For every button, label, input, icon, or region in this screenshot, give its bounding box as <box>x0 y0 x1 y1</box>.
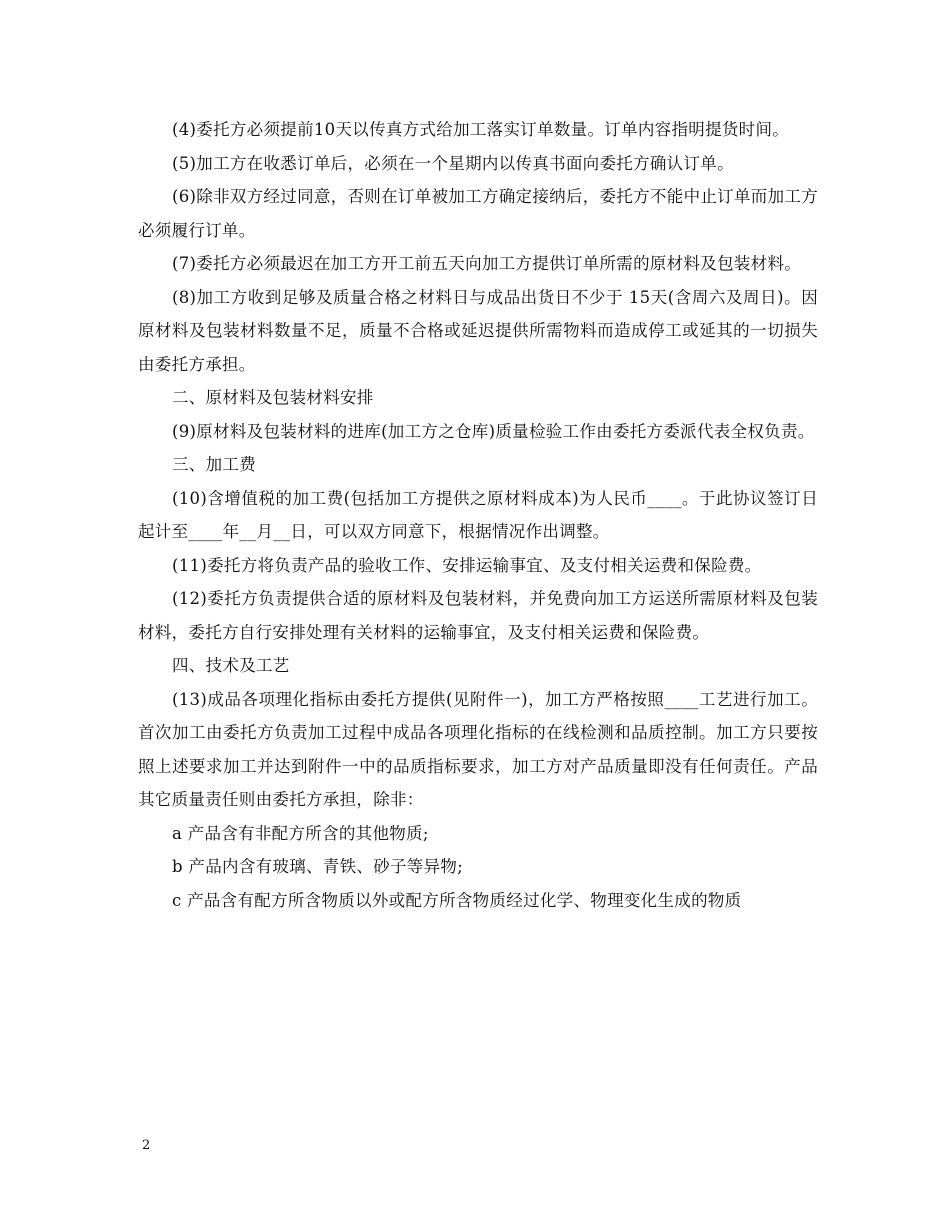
section-heading-materials: 二、原材料及包装材料安排 <box>172 388 374 407</box>
list-item-b: b 产品内含有玻璃、青铁、砂子等异物; <box>172 857 464 876</box>
paragraph-clause-4: (4)委托方必须提前10天以传真方式给加工落实订单数量。订单内容指明提货时间。 <box>172 120 790 139</box>
paragraph-clause-10: (10)含增值税的加工费(包括加工方提供之原材料成本)为人民币____。于此协议签订日起计至____年__月__日，可以双方同意下，根据情况作出调整。 <box>138 488 818 541</box>
document-body <box>138 113 818 917</box>
paragraph-clause-8: (8)加工方收到足够及质量合格之材料日与成品出货日不少于 15天(含周六及周日)。因原材料及包装材料数量不足，质量不合格或延迟提供所需物料而造成停工或延其的一切损失由委托方承担。 <box>138 287 818 374</box>
paragraph-clause-13: (13)成品各项理化指标由委托方提供(见附件一)，加工方严格按照____工艺进行加工。首次加工由委托方负责加工过程中成品各项理化指标的在线检测和品质控制。加工方只要按照上述要求加工并达到附件一中的品质指标要求，加工方对产品质量即没有任何责任。产品其它质量责任则由委托方承担，除非： <box>138 689 818 809</box>
section-heading-processing-fee: 三、加工费 <box>172 455 256 474</box>
page-number: 2 <box>142 1138 151 1153</box>
paragraph-clause-9: (9)原材料及包装材料的进库(加工方之仓库)质量检验工作由委托方委派代表全权负责。 <box>172 421 815 441</box>
paragraph-clause-12: (12)委托方负责提供合适的原材料及包装材料，并免费向加工方运送所需原材料及包装材料，委托方自行安排处理有关材料的运输事宜，及支付相关运费和保险费。 <box>138 589 818 642</box>
list-item-a: a 产品含有非配方所含的其他物质; <box>172 823 429 843</box>
section-heading-technology: 四、技术及工艺 <box>172 656 290 675</box>
paragraph-clause-11: (11)委托方将负责产品的验收工作、安排运输事宜、及支付相关运费和保险费。 <box>172 555 762 575</box>
list-item-c: c 产品含有配方所含物质以外或配方所含物质经过化学、物理变化生成的物质 <box>172 890 742 910</box>
paragraph-clause-6: (6)除非双方经过同意，否则在订单被加工方确定接纳后，委托方不能中止订单而加工方必须履行订单。 <box>138 187 818 240</box>
paragraph-clause-5: (5)加工方在收悉订单后，必须在一个星期内以传真书面向委托方确认订单。 <box>172 153 734 173</box>
paragraph-clause-7: (7)委托方必须最迟在加工方开工前五天向加工方提供订单所需的原材料及包装材料。 <box>172 254 802 273</box>
